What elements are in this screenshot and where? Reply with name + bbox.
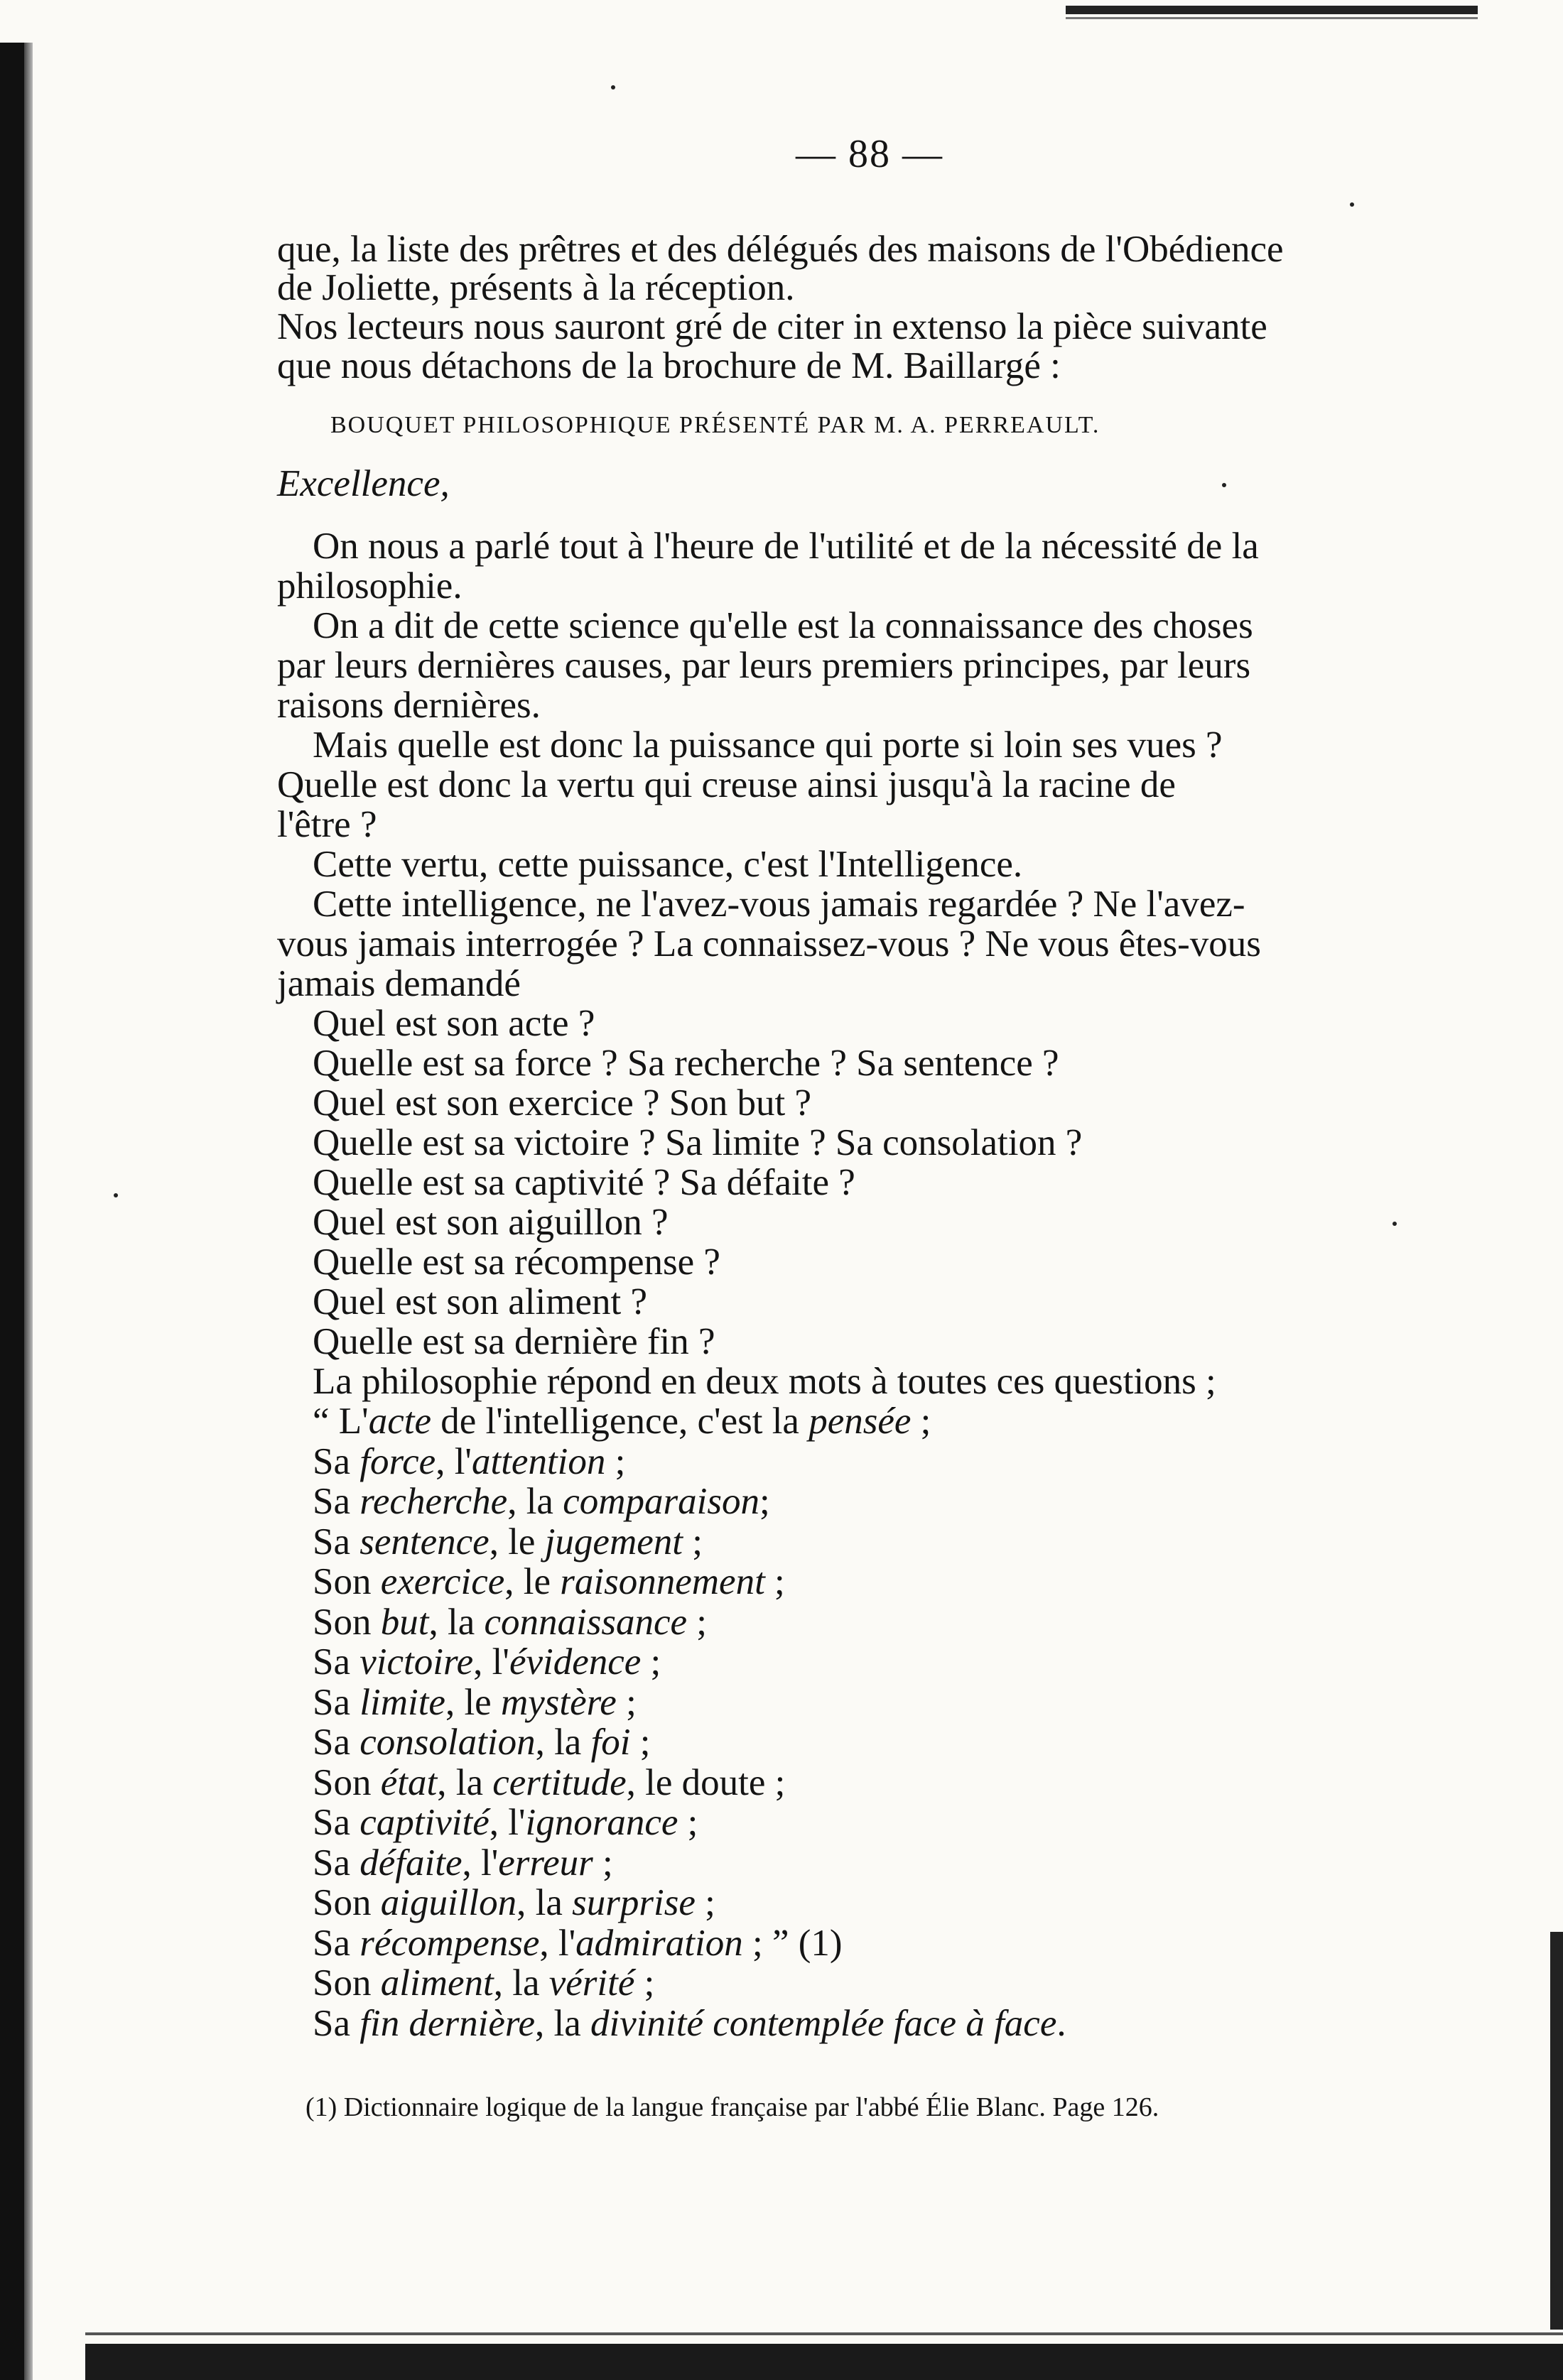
answer-text: Son xyxy=(313,1962,381,2004)
scan-edge-right xyxy=(1550,1932,1563,2330)
body-line: Cette intelligence, ne l'avez-vous jamais regardée ? Ne l'avez- xyxy=(313,884,1245,925)
answer-text: Sa xyxy=(313,1842,360,1884)
answer-text: ; xyxy=(634,1962,655,2004)
scan-bottom-line xyxy=(85,2332,1563,2335)
answer-text: , le xyxy=(445,1681,501,1723)
answer-text: ; xyxy=(759,1481,770,1522)
answer-line xyxy=(313,1762,1520,1803)
text-span: Nos lecteurs nous sauront gré de citer in extenso la pièce suivante xyxy=(277,306,1267,347)
question-line: Quelle est sa force ? Sa recherche ? Sa sentence ? xyxy=(313,1043,1059,1084)
answer-term: connaissance xyxy=(484,1601,688,1643)
answer-text: Sa xyxy=(313,1641,360,1683)
answer-text: , le xyxy=(504,1561,561,1602)
answer-text: , la xyxy=(535,1722,591,1763)
answer-term: victoire xyxy=(359,1641,474,1683)
scan-edge-shadow xyxy=(24,43,33,2380)
answer-term: ignorance xyxy=(525,1802,678,1843)
answer-term: aliment xyxy=(380,1962,494,2004)
answer-line xyxy=(313,1602,1520,1643)
question-line: Quelle est sa récompense ? xyxy=(313,1241,720,1283)
answer-text: . xyxy=(1056,2002,1066,2044)
answer-text: ; ” (1) xyxy=(742,1922,843,1964)
answer-text: , l' xyxy=(436,1440,472,1482)
answer-text: ; xyxy=(678,1802,698,1843)
answer-term: acte xyxy=(368,1401,431,1442)
answer-text: Sa xyxy=(313,1922,360,1964)
answer-text: Son xyxy=(313,1561,381,1602)
question-line: Quel est son exercice ? Son but ? xyxy=(313,1082,812,1124)
answer-term: vérité xyxy=(548,1962,635,2004)
body-line: Cette vertu, cette puissance, c'est l'Intelligence. xyxy=(313,844,1023,885)
answer-term: récompense xyxy=(359,1922,540,1964)
answer-line xyxy=(313,1722,1520,1763)
answer-term: mystère xyxy=(500,1681,617,1723)
answer-text: , le xyxy=(489,1521,545,1563)
speck xyxy=(611,85,615,89)
answer-text: , l' xyxy=(489,1802,526,1843)
scan-edge-left xyxy=(0,43,24,2380)
question-line: Quelle est sa captivité ? Sa défaite ? xyxy=(313,1162,855,1203)
question-line: Quelle est sa dernière fin ? xyxy=(313,1321,715,1362)
answer-line xyxy=(313,1441,1520,1482)
answer-text: , l' xyxy=(462,1842,499,1884)
body-line: raisons dernières. xyxy=(277,685,541,726)
answer-term: captivité xyxy=(359,1802,490,1843)
answer-line xyxy=(313,1561,1520,1602)
answer-text: Sa xyxy=(313,1440,360,1482)
answer-term: divinité contemplée face à face xyxy=(590,2002,1057,2044)
answer-line xyxy=(313,1521,1520,1563)
answer-text: Sa xyxy=(313,1681,360,1723)
answer-line xyxy=(313,1802,1520,1843)
speck xyxy=(1350,202,1354,207)
answer-text: ; xyxy=(630,1722,651,1763)
text-line: que, la liste des prêtres et des délégués des maisons de l'Obédience xyxy=(277,229,1284,270)
answer-term: admiration xyxy=(575,1922,743,1964)
section-heading: BOUQUET PHILOSOPHIQUE PRÉSENTÉ PAR M. A. PERREAULT. xyxy=(330,412,1100,438)
answer-text: , la xyxy=(437,1761,493,1803)
answer-term: force xyxy=(359,1440,436,1482)
text-line: que nous détachons de la brochure de M. Baillargé : xyxy=(277,345,1061,386)
answer-text: , la xyxy=(493,1962,549,2004)
answer-term: attention xyxy=(471,1440,606,1482)
answer-text: Sa xyxy=(313,1481,360,1522)
answer-text: “ L' xyxy=(313,1401,369,1442)
body-line: On a dit de cette science qu'elle est la connaissance des choses xyxy=(313,605,1253,646)
answer-text: , la xyxy=(507,1481,563,1522)
text-line: de Joliette, présents à la réception. xyxy=(277,267,795,308)
answer-text: ; xyxy=(687,1601,708,1643)
body-line: vous jamais interrogée ? La connaissez-vous ? Ne vous êtes-vous xyxy=(277,923,1261,965)
answer-text: Son xyxy=(313,1761,381,1803)
answer-text: , la xyxy=(535,2002,591,2044)
answer-text: , la xyxy=(428,1601,485,1643)
body-line: l'être ? xyxy=(277,804,377,845)
body-line: philosophie. xyxy=(277,565,463,607)
answer-term: recherche xyxy=(359,1481,508,1522)
answer-text: ; xyxy=(764,1561,785,1602)
answer-term: état xyxy=(380,1761,438,1803)
answer-term: exercice xyxy=(380,1561,505,1602)
scan-top-rule xyxy=(1066,6,1478,14)
answer-term: comparaison xyxy=(563,1481,759,1522)
answer-text: ; xyxy=(911,1401,931,1442)
body-line: On nous a parlé tout à l'heure de l'utilité et de la nécessité de la xyxy=(313,526,1259,567)
answer-line xyxy=(313,1962,1520,2004)
body-line: La philosophie répond en deux mots à toutes ces questions ; xyxy=(313,1361,1216,1402)
answer-text: , l' xyxy=(539,1922,576,1964)
answer-term: limite xyxy=(359,1681,445,1723)
speck xyxy=(114,1193,118,1197)
answer-term: consolation xyxy=(359,1722,536,1763)
answer-text: , la xyxy=(517,1882,573,1923)
salutation: Excellence, xyxy=(277,463,450,504)
question-line: Quel est son acte ? xyxy=(313,1003,595,1044)
answer-text: Son xyxy=(313,1601,381,1643)
answer-text: ; xyxy=(641,1641,661,1683)
question-line: Quel est son aiguillon ? xyxy=(313,1202,669,1243)
answer-text: ; xyxy=(593,1842,613,1884)
answer-text: ; xyxy=(695,1882,715,1923)
answer-line xyxy=(313,2003,1520,2044)
answer-term: sentence xyxy=(359,1521,490,1563)
answer-text: , le doute ; xyxy=(626,1761,786,1803)
answer-term: foi xyxy=(590,1722,631,1763)
answer-text: , l' xyxy=(473,1641,509,1683)
answer-text: de l'intelligence, c'est la xyxy=(431,1401,809,1442)
answer-term: défaite xyxy=(359,1842,463,1884)
question-line: Quel est son aliment ? xyxy=(313,1281,647,1322)
answer-term: surprise xyxy=(572,1882,696,1923)
answer-text: ; xyxy=(682,1521,703,1563)
scan-bottom-bar xyxy=(85,2344,1563,2380)
answer-term: jugement xyxy=(544,1521,683,1563)
answer-term: évidence xyxy=(509,1641,642,1683)
answer-text: ; xyxy=(616,1681,637,1723)
answer-term: fin dernière xyxy=(359,2002,536,2044)
answer-line xyxy=(313,1641,1520,1683)
answer-text: Son xyxy=(313,1882,381,1923)
answer-line xyxy=(313,1842,1520,1884)
answer-term: but xyxy=(380,1601,429,1643)
body-line: Mais quelle est donc la puissance qui porte si loin ses vues ? xyxy=(313,724,1223,766)
answer-term: aiguillon xyxy=(380,1882,517,1923)
body-line: par leurs dernières causes, par leurs premiers principes, par leurs xyxy=(277,645,1251,686)
answer-term: pensée xyxy=(808,1401,912,1442)
text-line xyxy=(277,306,1485,347)
answer-term: erreur xyxy=(498,1842,593,1884)
answer-term: raisonnement xyxy=(560,1561,765,1602)
question-line: Quelle est sa victoire ? Sa limite ? Sa consolation ? xyxy=(313,1122,1083,1163)
answer-text: Sa xyxy=(313,2002,360,2044)
body-line: jamais demandé xyxy=(277,963,521,1004)
answer-line xyxy=(313,1682,1520,1723)
answer-text: Sa xyxy=(313,1521,360,1563)
page-number: — 88 — xyxy=(796,132,943,176)
answer-text: Sa xyxy=(313,1722,360,1763)
answer-line xyxy=(313,1882,1520,1923)
footnote: (1) Dictionnaire logique de la langue française par l'abbé Élie Blanc. Page 126. xyxy=(305,2092,1159,2122)
answer-text: ; xyxy=(605,1440,626,1482)
answer-line xyxy=(313,1923,1520,1964)
body-line: Quelle est donc la vertu qui creuse ainsi jusqu'à la racine de xyxy=(277,764,1176,805)
answer-line xyxy=(313,1401,1520,1442)
answer-term: certitude xyxy=(492,1761,627,1803)
answer-text: Sa xyxy=(313,1802,360,1843)
answer-line xyxy=(313,1481,1520,1522)
scan-top-rule-thin xyxy=(1066,17,1478,19)
